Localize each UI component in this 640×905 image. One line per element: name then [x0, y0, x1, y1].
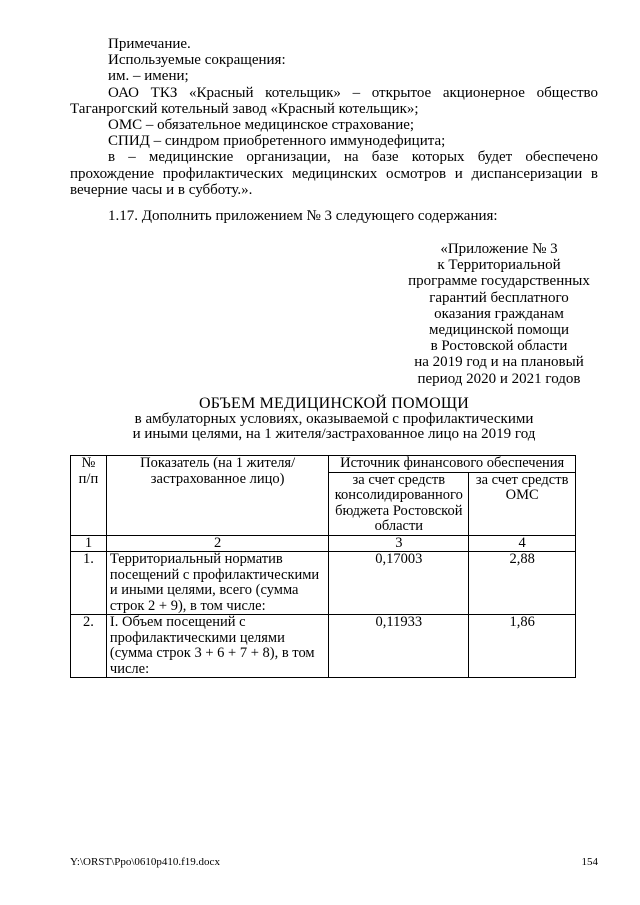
- row-num: 1.: [71, 552, 107, 615]
- appendix-line: в Ростовской области: [430, 338, 568, 355]
- amendment-paragraph: 1.17. Дополнить приложением № 3 следующего содержания:: [108, 208, 498, 224]
- col-number: 3: [329, 535, 469, 552]
- row-oms: 1,86: [469, 615, 576, 678]
- abbreviations-heading: Используемые сокращения:: [108, 52, 286, 69]
- appendix-line: к Территориальной: [437, 257, 561, 274]
- appendix-line: период 2020 и 2021 годов: [417, 370, 581, 387]
- note-heading: Примечание.: [108, 36, 191, 52]
- abbreviation-oao: ОАО ТКЗ «Красный котельщик» – открытое акционерное общество Таганрогский котельный завод «Красный котельщик»;: [70, 84, 598, 117]
- row-oms: 2,88: [469, 552, 576, 615]
- column-numbers-row: [71, 535, 576, 552]
- page-number: 154: [581, 856, 598, 868]
- row-text: I. Объем посещений с профилактическими целями (сумма строк 3 + 6 + 7 + 8), в том числе:: [106, 615, 328, 678]
- header-source: Источник финансового обеспечения: [329, 456, 576, 473]
- abbreviation-spid: СПИД – синдром приобретенного иммунодефицита;: [108, 133, 446, 150]
- header-oms: за счет средств ОМС: [469, 472, 576, 535]
- appendix-header: [400, 241, 598, 387]
- abbreviation-v: в – медицинские организации, на базе которых будет обеспечено прохождение профилактических медицинских осмотров и диспансеризации в вечерние часы и в субботу.».: [70, 149, 598, 198]
- medical-care-volume-table: [70, 455, 576, 678]
- appendix-line: на 2019 год и на плановый: [414, 354, 584, 371]
- header-indicator: Показатель (на 1 жителя/застрахованное лицо): [106, 456, 328, 536]
- title-main: ОБЪЕМ МЕДИЦИНСКОЙ ПОМОЩИ: [198, 395, 469, 412]
- notes-section: [70, 36, 598, 198]
- table-row: [71, 552, 576, 615]
- col-number: 1: [71, 535, 107, 552]
- appendix-line: оказания гражданам: [434, 305, 564, 322]
- title-subtitle-2: и иными целями, на 1 жителя/застрахованное лицо на 2019 год: [132, 426, 536, 442]
- appendix-line: «Приложение № 3: [440, 241, 558, 257]
- appendix-line: программе государственных: [408, 273, 590, 290]
- footer-file-path: Y:\ORST\Ppo\0610p410.f19.docx: [70, 856, 220, 868]
- col-number: 2: [106, 535, 328, 552]
- title-subtitle-1: в амбулаторных условиях, оказываемой с профилактическими: [134, 410, 534, 427]
- row-text: Территориальный норматив посещений с профилактическими и иными целями, всего (сумма строк 2 + 9), в том числе:: [106, 552, 328, 615]
- table-row: [71, 615, 576, 678]
- row-budget: 0,17003: [329, 552, 469, 615]
- abbreviation-im: им. – имени;: [108, 68, 189, 85]
- abbreviation-oms: ОМС – обязательное медицинское страхование;: [108, 117, 415, 134]
- col-number: 4: [469, 535, 576, 552]
- appendix-line: медицинской помощи: [429, 322, 569, 339]
- document-title: [70, 396, 598, 443]
- header-num: № п/п: [71, 456, 107, 536]
- row-budget: 0,11933: [329, 615, 469, 678]
- appendix-line: гарантий бесплатного: [429, 289, 569, 306]
- header-budget: за счет средств консолидированного бюджета Ростовской области: [329, 472, 469, 535]
- row-num: 2.: [71, 615, 107, 678]
